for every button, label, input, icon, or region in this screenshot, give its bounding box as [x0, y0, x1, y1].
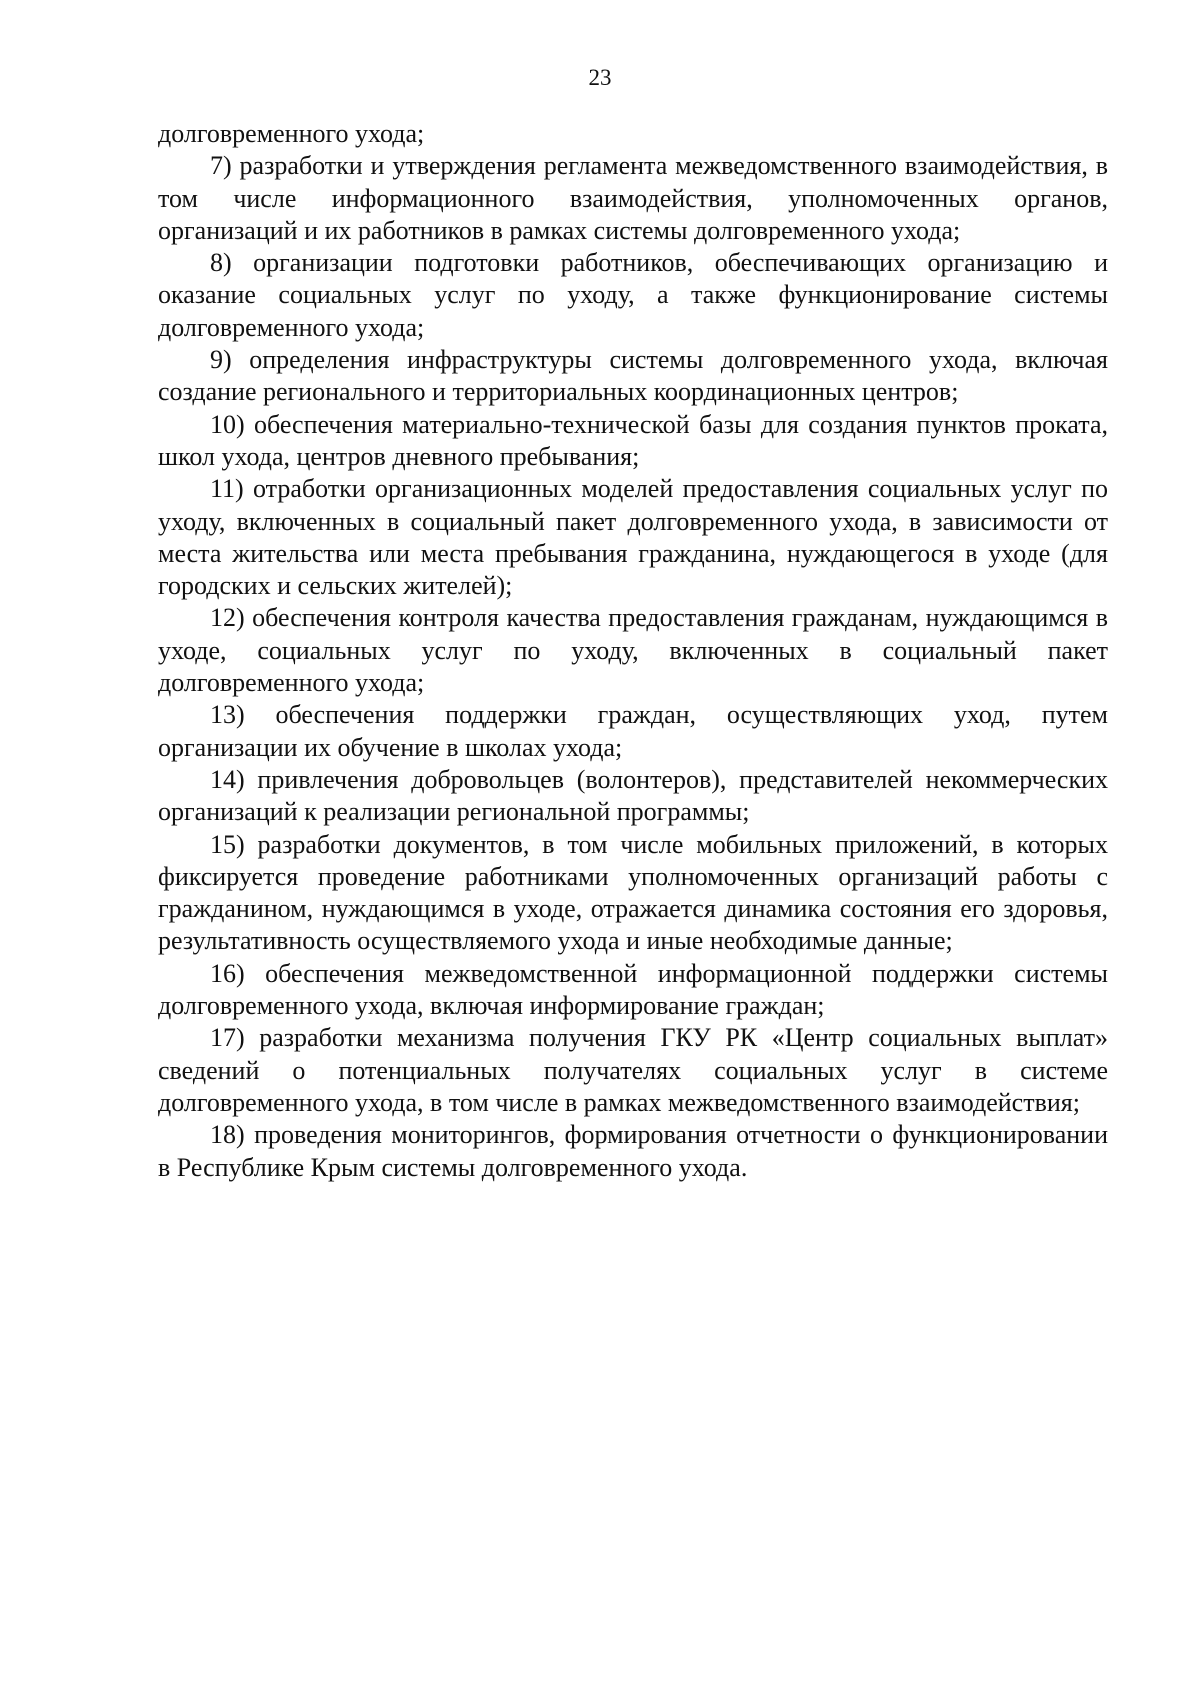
document-body [158, 118, 1108, 1184]
list-item-17: 17) разработки механизма получения ГКУ РК «Центр социальных выплат» сведений о потенциальных получателях социальных услуг в системе долговременного ухода, в том числе в рамках межведомственного взаимодействия; [158, 1023, 1108, 1117]
list-item-10: 10) обеспечения материально-технической базы для создания пунктов проката, школ ухода, центров дневного пребывания; [158, 409, 1108, 471]
list-item-16: 16) обеспечения межведомственной информационной поддержки системы долговременного ухода, включая информирование граждан; [158, 958, 1108, 1021]
list-item-11: 11) отработки организационных моделей предоставления социальных услуг по уходу, включенных в социальный пакет долговременного ухода, в зависимости от места жительства или места пребывания гражданина, нуждающегося в уходе (для городских и сельских жителей); [158, 474, 1108, 601]
list-item-18: 18) проведения мониторингов, формирования отчетности о функционировании в Республике Крым системы долговременного ухода. [158, 1120, 1108, 1182]
list-item-7: 7) разработки и утверждения регламента межведомственного взаимодействия, в том числе информационного взаимодействия, уполномоченных органов, организаций и их работников в рамках системы долговременного ухода; [158, 151, 1108, 245]
page-number: 23 [588, 65, 612, 90]
list-item-9: 9) определения инфраструктуры системы долговременного ухода, включая создание регионального и территориальных координационных центров; [158, 345, 1108, 407]
list-item-13: 13) обеспечения поддержки граждан, осуществляющих уход, путем организации их обучение в школах ухода; [158, 700, 1108, 762]
list-item-8: 8) организации подготовки работников, обеспечивающих организацию и оказание социальных услуг по уходу, а также функционирование системы долговременного ухода; [158, 248, 1108, 342]
list-item-14: 14) привлечения добровольцев (волонтеров), представителей некоммерческих организаций к реализации региональной программы; [158, 764, 1108, 827]
list-item-15: 15) разработки документов, в том числе мобильных приложений, в которых фиксируется проведение работниками уполномоченных организаций работы с гражданином, нуждающимся в уходе, отражается динамика состояния его здоровья, результативность осуществляемого ухода и иные необходимые данные; [158, 829, 1108, 956]
paragraph-continuation: долговременного ухода; [158, 119, 425, 148]
list-item-12: 12) обеспечения контроля качества предоставления гражданам, нуждающимся в уходе, социальных услуг по уходу, включенных в социальный пакет долговременного ухода; [158, 603, 1108, 698]
